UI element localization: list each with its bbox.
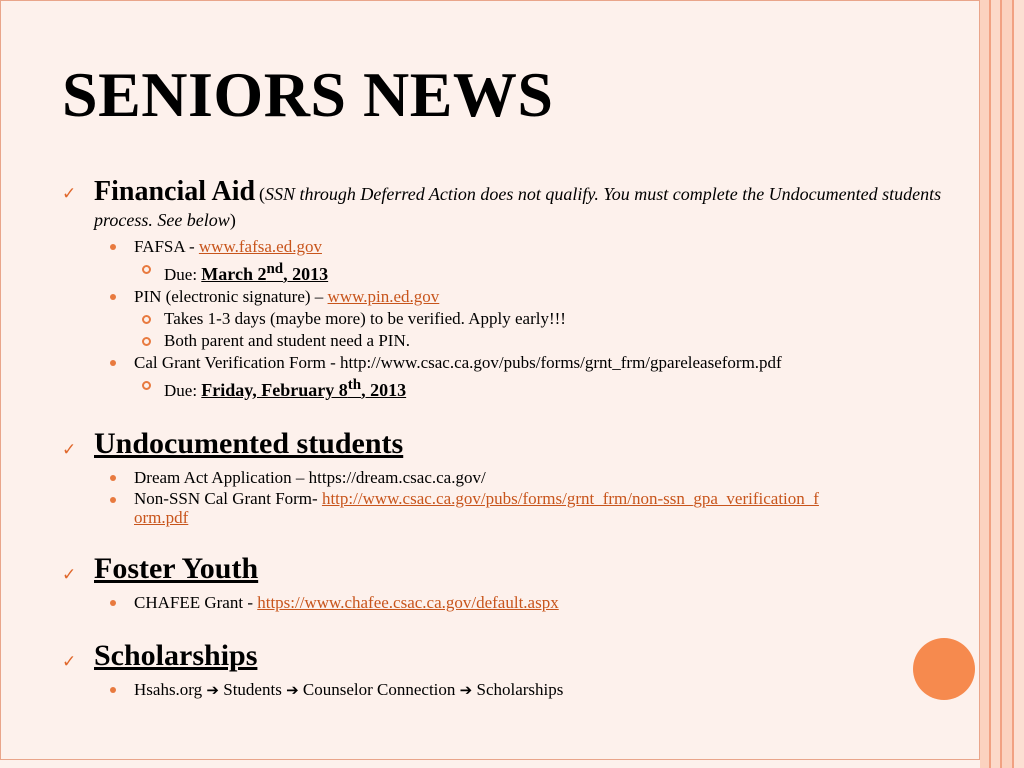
bullet-dot-icon (110, 244, 116, 250)
dream-act-text: Dream Act Application – https://dream.csac.ca.gov/ (134, 468, 486, 487)
path-step-3: Counselor Connection (302, 680, 456, 699)
bullet-dot-icon (110, 294, 116, 300)
list-item-pin-verify (62, 308, 962, 330)
fafsa-due-label: Due: (164, 265, 202, 284)
check-icon: ✓ (62, 184, 77, 204)
pin-verify-text: Takes 1-3 days (maybe more) to be verified. Apply early!!! (164, 309, 566, 328)
ring-bullet-icon (142, 337, 151, 346)
decor-stripe-1 (980, 0, 989, 768)
chafee-link[interactable]: https://www.chafee.csac.ca.gov/default.aspx (257, 593, 559, 612)
fafsa-due-date (201, 261, 329, 284)
nonssn-link[interactable]: http://www.csac.ca.gov/pubs/forms/grnt_frm/non-ssn_gpa_verification_form.pdf (134, 489, 819, 527)
bullet-dot-icon (110, 360, 116, 366)
ring-bullet-icon (142, 265, 151, 274)
section-financial-aid (62, 176, 962, 234)
check-icon: ✓ (62, 565, 77, 585)
calgrant-label: Cal Grant Verification Form - http://www.csac.ca.gov/pubs/forms/grnt_frm/gpareleaseform.pdf (134, 353, 782, 372)
foster-youth-heading[interactable]: Foster Youth (94, 552, 259, 585)
calgrant-due-date (201, 377, 407, 400)
path-step-1: Hsahs.org (134, 680, 203, 699)
list-item-scholarship-path (62, 679, 962, 701)
right-arrow-icon: ➔ (286, 681, 299, 699)
bullet-dot-icon (110, 475, 116, 481)
decor-stripe-3 (991, 0, 1000, 768)
fafsa-link[interactable]: www.fafsa.ed.gov (198, 237, 322, 256)
ring-bullet-icon (142, 381, 151, 390)
list-item-fafsa-due (62, 258, 962, 286)
right-arrow-icon: ➔ (206, 681, 219, 699)
bullet-dot-icon (110, 497, 116, 503)
note-close-paren: ) (229, 210, 236, 230)
calgrant-due-label: Due: (164, 381, 202, 400)
section-undocumented (62, 427, 962, 461)
calgrant-due-date-main: Friday, February 8 (201, 380, 348, 400)
fafsa-label: FAFSA - (134, 237, 199, 256)
fafsa-due-date-main: March 2 (201, 264, 267, 284)
pin-label: PIN (electronic signature) – (134, 287, 328, 306)
pin-link[interactable]: www.pin.ed.gov (327, 287, 440, 306)
section-scholarships (62, 639, 962, 673)
list-item-nonssn (62, 489, 962, 527)
list-item-pin (62, 286, 962, 308)
path-step-2: Students (223, 680, 282, 699)
bullet-dot-icon (110, 687, 116, 693)
fafsa-due-date-sup: nd (266, 261, 284, 277)
bullet-dot-icon (110, 600, 116, 606)
chafee-label: CHAFEE Grant - (134, 593, 258, 612)
calgrant-due-date-year: , 2013 (361, 380, 407, 400)
path-step-4: Scholarships (476, 680, 564, 699)
list-item-calgrant (62, 352, 962, 374)
decor-stripe-7 (1014, 0, 1024, 768)
right-arrow-icon: ➔ (459, 681, 473, 699)
financial-aid-heading: Financial Aid (94, 176, 256, 207)
note-open-paren: ( (259, 184, 266, 204)
nonssn-label: Non-SSN Cal Grant Form- (134, 489, 322, 508)
decor-stripe-5 (1002, 0, 1012, 768)
financial-aid-note: SSN through Deferred Action does not qualify. You must complete the Undocumented students process. See below (94, 184, 942, 230)
fafsa-due-date-year: , 2013 (283, 264, 329, 284)
pin-both-text: Both parent and student need a PIN. (164, 331, 410, 350)
page-title: SENIORS NEWS (62, 59, 554, 130)
list-item-dream-act (62, 467, 962, 489)
slide-content (62, 176, 962, 701)
calgrant-due-date-sup: th (347, 377, 362, 393)
scholarships-heading[interactable]: Scholarships (94, 639, 258, 672)
list-item-fafsa (62, 236, 962, 258)
list-item-pin-both (62, 330, 962, 352)
list-item-calgrant-due (62, 374, 962, 402)
list-item-chafee (62, 592, 962, 614)
check-icon: ✓ (62, 440, 77, 460)
section-foster-youth (62, 552, 962, 586)
undocumented-heading[interactable]: Undocumented students (94, 427, 404, 460)
check-icon: ✓ (62, 652, 77, 672)
ring-bullet-icon (142, 315, 151, 324)
